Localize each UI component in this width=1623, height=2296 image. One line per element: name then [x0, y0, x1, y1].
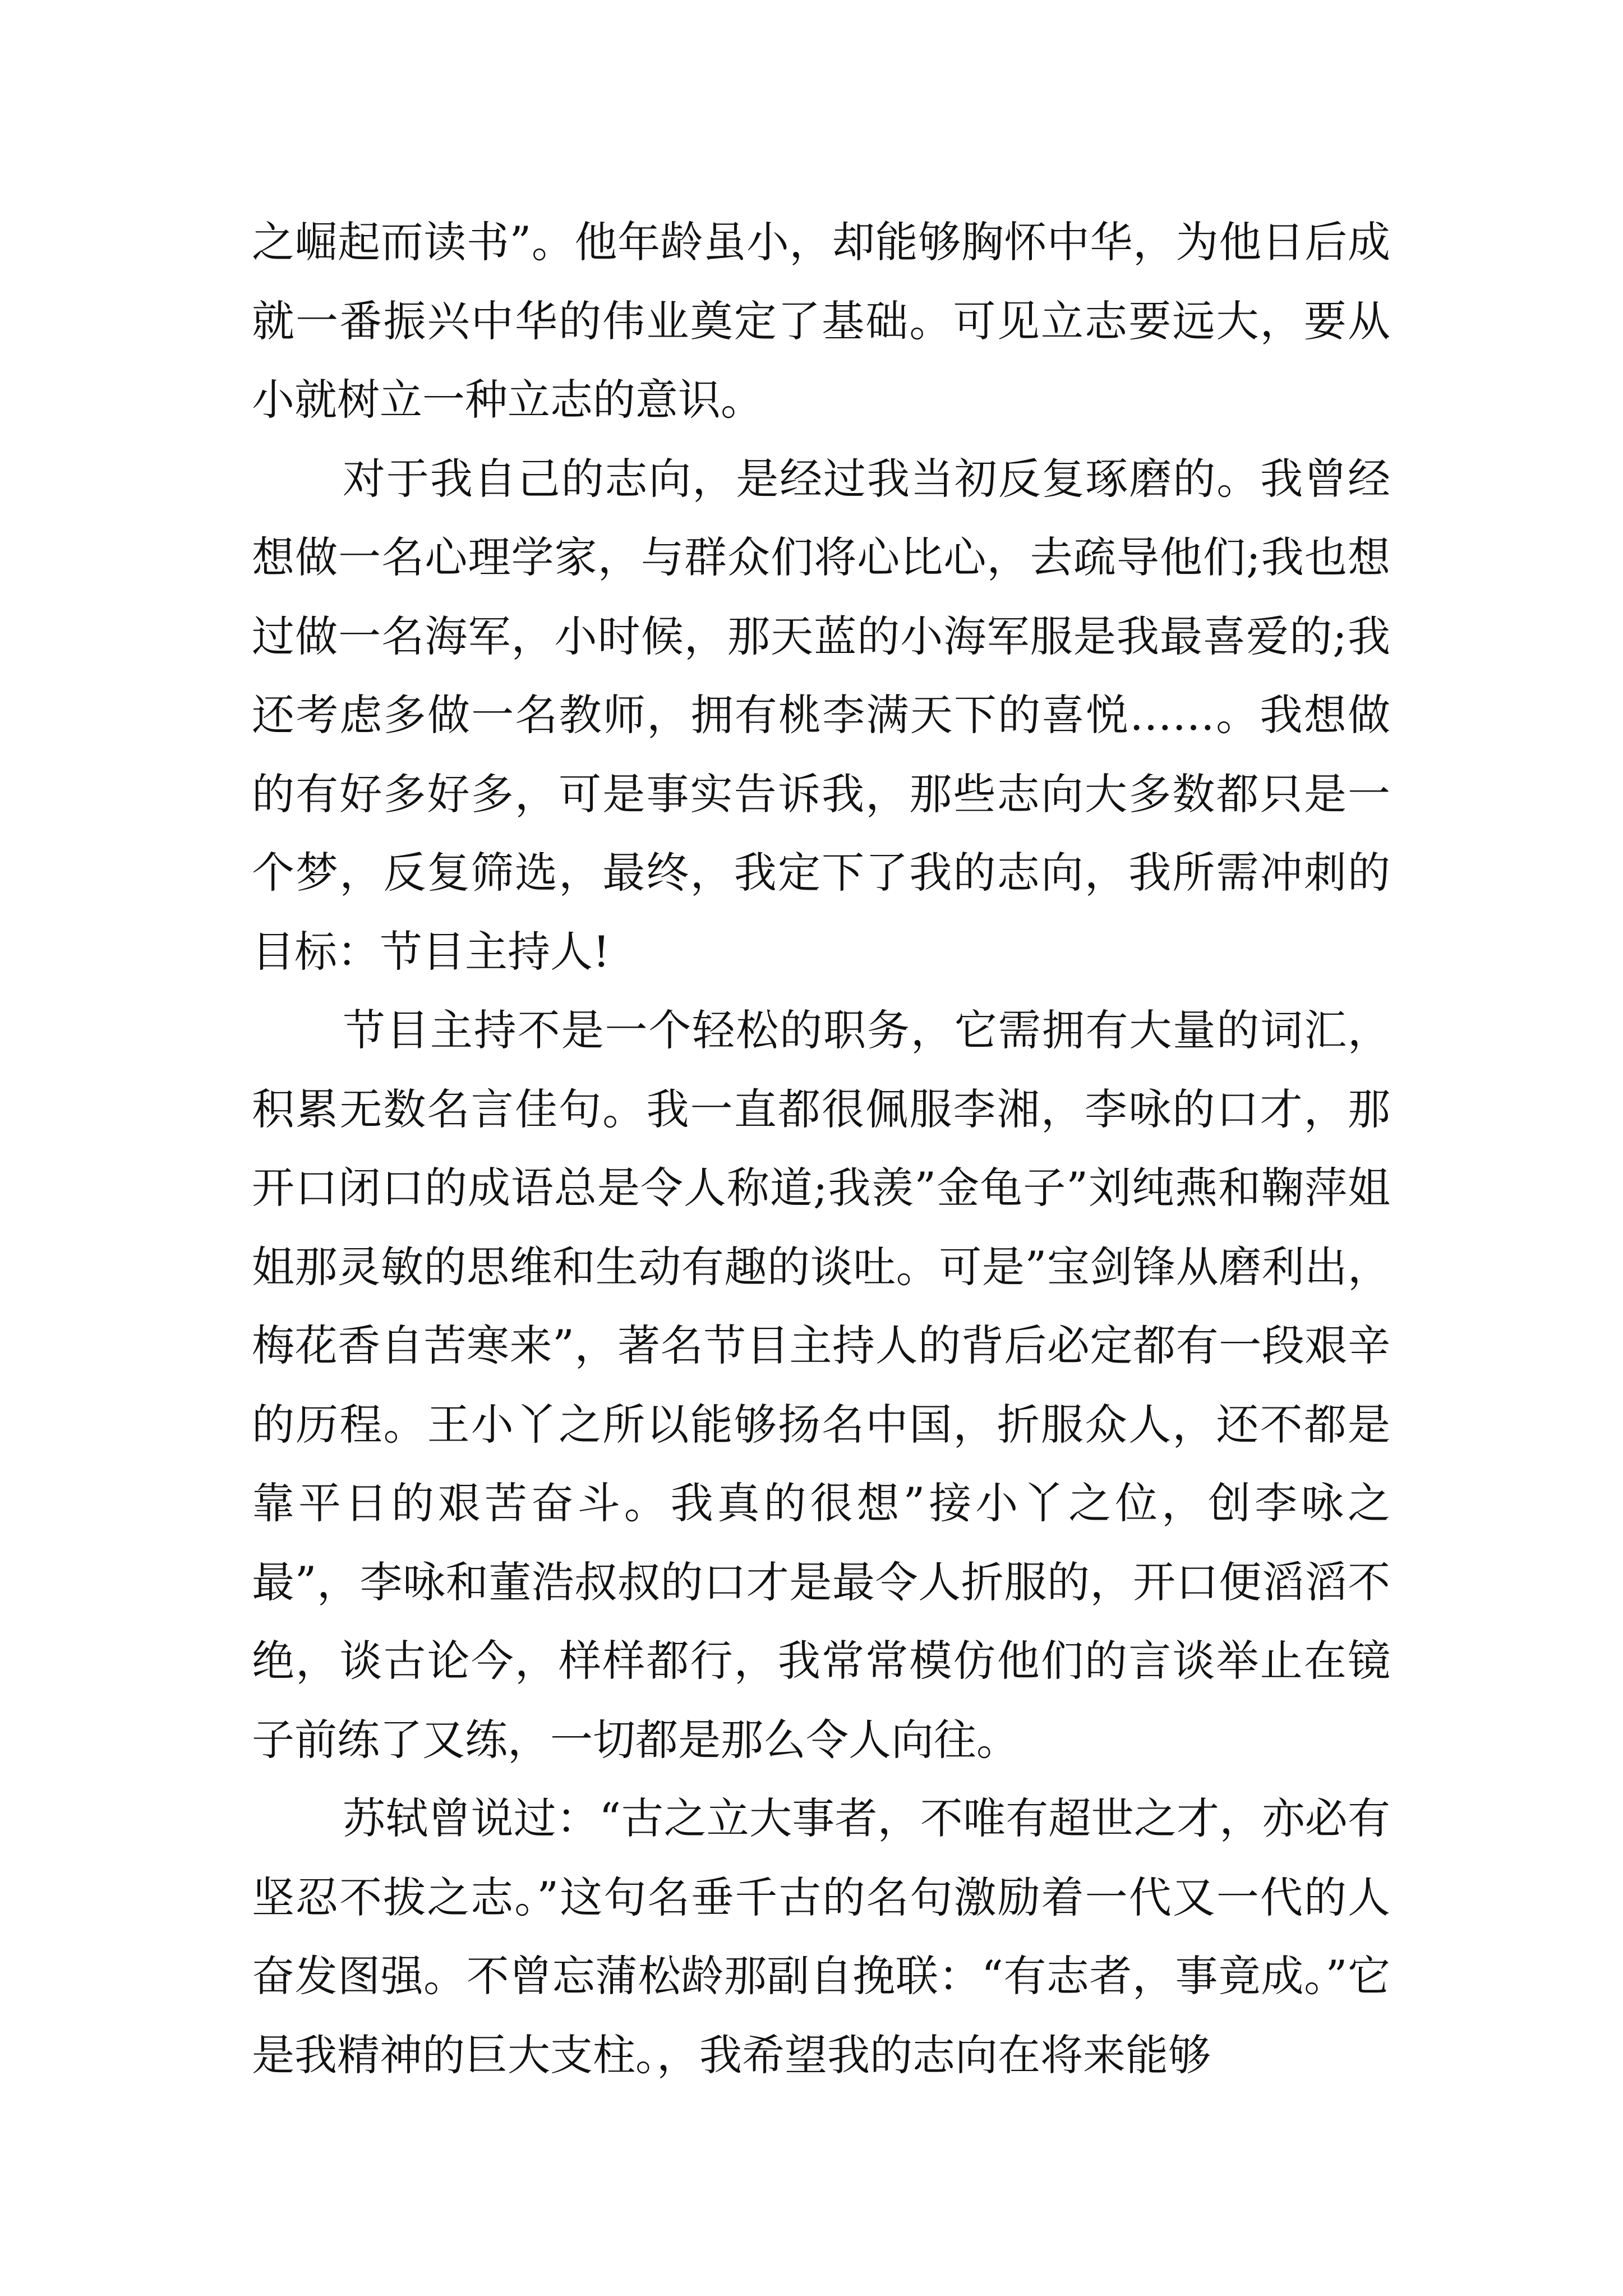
paragraph-ambitions: 对于我自己的志向，是经过我当初反复琢磨的。我曾经想做一名心理学家，与群众们将心比心，去疏导他们;我也想过做一名海军，小时候，那天蓝的小海军服是我最喜爱的;我还考虑多做一名教师，拥有桃李满天下的喜悦……。我想做的有好多好多，可是事实告诉我，那些志向大多数都只是一个梦，反复筛选，最终，我定下了我的志向，我所需冲刺的目标：节目主持人! [252, 453, 1390, 977]
paragraph-su-shi-quote: 苏轼曾说过：“古之立大事者，不唯有超世之才，亦必有坚忍不拔之志。”这句名垂千古的名句激励着一代又一代的人奋发图强。不曾忘蒲松龄那副自挽联：“有志者，事竟成。”它是我精神的巨大支柱。，我希望我的志向在将来能够 [252, 1793, 1390, 2080]
document-body [252, 203, 1390, 2095]
paragraph-host-career: 节目主持不是一个轻松的职务，它需拥有大量的词汇，积累无数名言佳句。我一直都很佩服李湘，李咏的口才，那开口闭口的成语总是令人称道;我羡”金龟子”刘纯燕和鞠萍姐姐那灵敏的思维和生动有趣的谈吐。可是”宝剑锋从磨利出，梅花香自苦寒来”，著名节目主持人的背后必定都有一段艰辛的历程。王小丫之所以能够扬名中国，折服众人，还不都是靠平日的艰苦奋斗。我真的很想”接小丫之位，创李咏之最”，李咏和董浩叔叔的口才是最令人折服的，开口便滔滔不绝，谈古论今，样样都行，我常常模仿他们的言谈举止在镜子前练了又练，一切都是那么令人向往。 [252, 1005, 1390, 1765]
paragraph-continuation: 之崛起而读书”。他年龄虽小，却能够胸怀中华，为他日后成就一番振兴中华的伟业奠定了基础。可见立志要远大，要从小就树立一种立志的意识。 [252, 217, 1390, 425]
